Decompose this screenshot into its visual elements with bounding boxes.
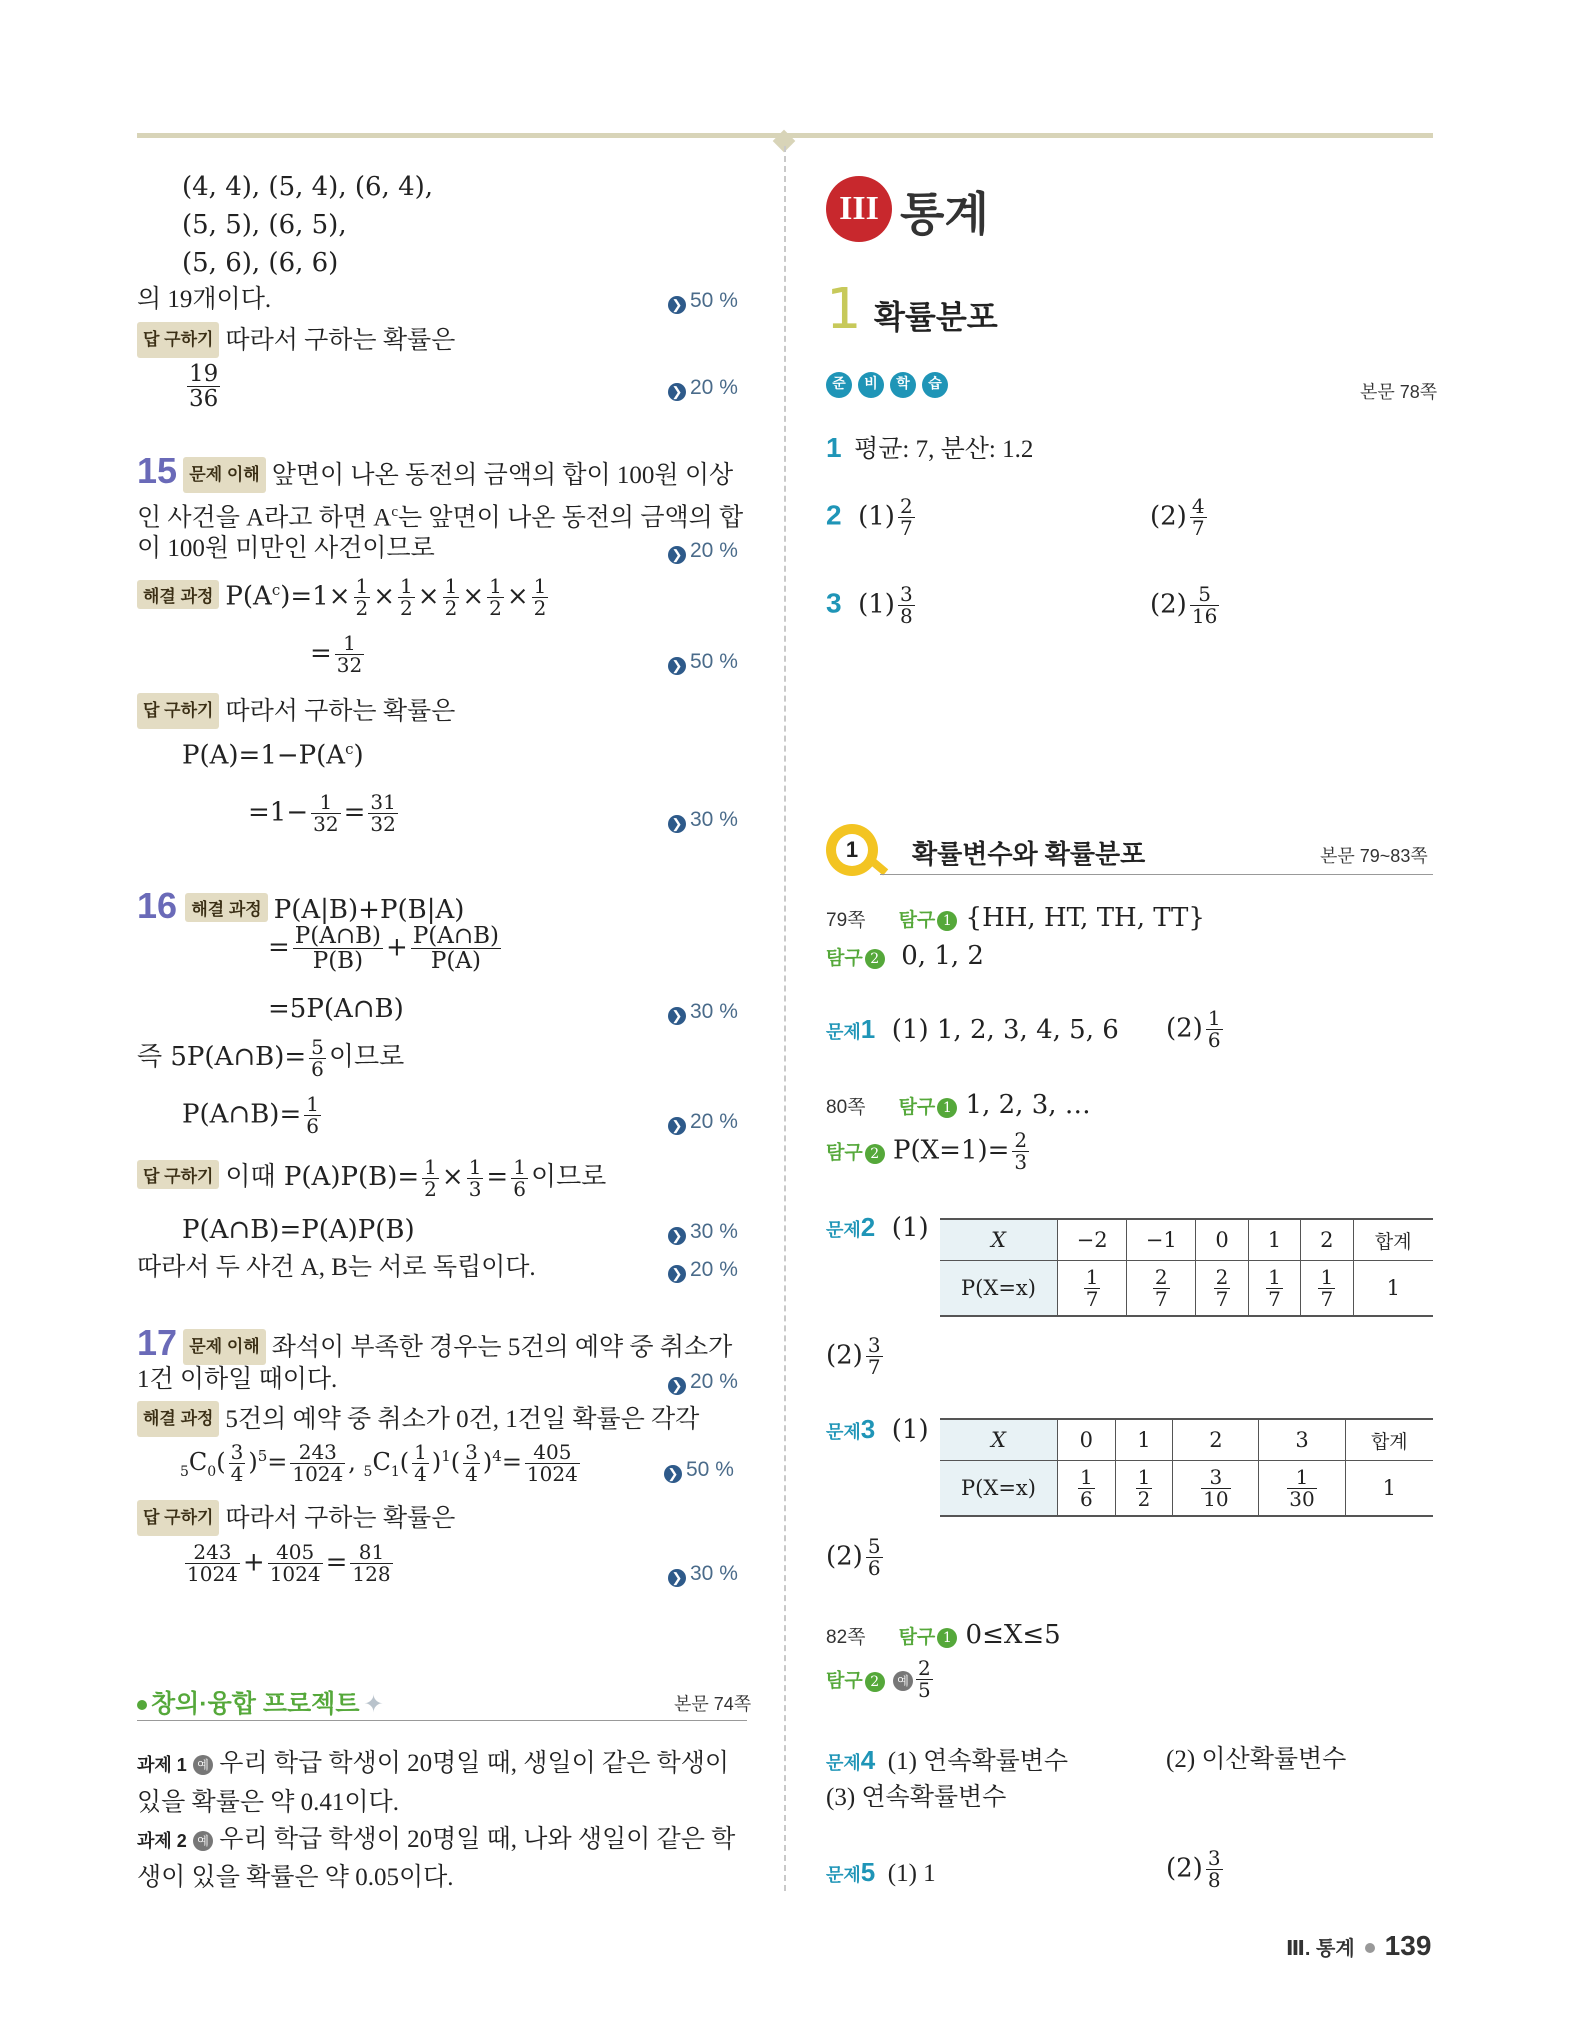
answer-label: 답 구하기 — [137, 322, 219, 358]
page82-explore-1: 82쪽 탐구 1 0≤X≤5 — [826, 1620, 1061, 1650]
problem-16-eq-6: 답 구하기 이때 P(A)P(B)= $\frac{1}{2}$ × $\frac{1}{3}$ = $\frac{1}{6}$ 이므로 — [137, 1156, 606, 1200]
arrow-icon: ❯ — [668, 1377, 686, 1395]
problem-4-answer-c: (3) 연속확률변수 — [826, 1784, 1007, 1811]
percent-12: ❯ 30 % — [668, 1562, 738, 1587]
task-2-line-1: 과제 2 예 우리 학급 학생이 20명일 때, 나와 생일이 같은 학 — [137, 1826, 736, 1853]
prep-badge: 학 — [890, 372, 916, 398]
column-divider — [784, 146, 786, 1891]
page80-explore-2: 탐구 2 P(X=1)= $\frac{2}{3}$ — [826, 1128, 1028, 1174]
pairs-line-3: (5, 6), (6, 6) — [182, 248, 339, 278]
table-cell: $\frac{1}{7}$ — [1301, 1261, 1353, 1317]
arrow-icon: ❯ — [668, 296, 686, 314]
percent-2: ❯ 20 % — [668, 376, 738, 401]
problem-16-eq-7: P(A∩B)=P(A)P(B) — [182, 1215, 415, 1245]
page-number: 139 — [1384, 1930, 1432, 1961]
table-cell: $\frac{1}{6}$ — [1058, 1461, 1116, 1517]
page82-explore-2: 탐구 2 예 $\frac{2}{5}$ — [826, 1656, 931, 1702]
page79-explore-2: 탐구 2 0, 1, 2 — [826, 941, 984, 971]
table-cell: $\frac{1}{7}$ — [1248, 1261, 1300, 1317]
table-header-sum: 합계 — [1353, 1219, 1433, 1261]
problem-4-answer-a: 문제4 (1) 연속확률변수 — [826, 1745, 1069, 1775]
problem-2-answer-b: (2) $\frac{3}{7}$ — [826, 1333, 881, 1379]
prep-badge: 준 — [826, 372, 852, 398]
section-title: 확률분포 — [874, 299, 998, 335]
problem-5-answer-b: (2) $\frac{3}{8}$ — [1166, 1846, 1221, 1892]
table-header-x: X — [940, 1219, 1058, 1261]
prep-badges — [826, 372, 954, 398]
problem-15-eq-3: $P(A)=1-P(A^c)$ — [182, 740, 364, 771]
table-cell: $\frac{2}{7}$ — [1196, 1261, 1248, 1317]
pairs-line-2: (5, 5), (6, 5), — [182, 210, 347, 240]
subsection-title: 확률변수와 확률분포 — [912, 839, 1146, 869]
page79-explore-1: 79쪽 탐구 1 {HH, HT, TH, TT} — [826, 903, 1205, 933]
arrow-icon: ❯ — [668, 1227, 686, 1245]
prep-page-ref: 본문 78쪽 — [1360, 382, 1438, 402]
table-cell: $\frac{2}{7}$ — [1127, 1261, 1196, 1317]
puzzle-icon: ✦ — [363, 1692, 384, 1718]
problem-2-label: 문제2 (1) — [826, 1212, 929, 1243]
prep-answer-3b: (2) $\frac{5}{16}$ — [1150, 582, 1218, 628]
prep-badge: 비 — [858, 372, 884, 398]
table-cell: 1 — [1248, 1219, 1300, 1261]
problem-16-eq-4: 즉 5P(A∩B)= $\frac{5}{6}$ 이므로 — [137, 1034, 405, 1081]
arrow-icon: ❯ — [668, 1569, 686, 1587]
problem-16-eq-5: P(A∩B)= $\frac{1}{6}$ — [182, 1092, 319, 1138]
problem-16-conclusion: 따라서 두 사건 A, B는 서로 독립이다. — [137, 1254, 536, 1281]
problem-1-answer-a: 문제1 (1) 1, 2, 3, 4, 5, 6 — [826, 1014, 1119, 1045]
page-footer: Ⅲ. 통계 139 — [1286, 1930, 1432, 1961]
project-header: 창의·융합 프로젝트 ✦ — [137, 1684, 384, 1720]
percent-6: ❯ 30 % — [668, 1000, 738, 1025]
problem-17-line-2: 1건 이하일 때이다. — [137, 1366, 338, 1393]
table-cell: 2 — [1301, 1219, 1353, 1261]
problem-15-eq-4: =1− $\frac{1}{32}$ = $\frac{31}{32}$ — [248, 790, 396, 836]
probability-table-2 — [940, 1418, 1433, 1517]
chapter-badge: III — [826, 176, 892, 242]
percent-4: ❯ 50 % — [668, 650, 738, 675]
example-icon: 예 — [893, 1671, 913, 1691]
problem-17-eq-2: $\frac{243}{1024}$ + $\frac{405}{1024}$ = $\frac{81}{128}$ — [187, 1540, 391, 1586]
arrow-icon: ❯ — [668, 1007, 686, 1025]
problem-3-label: 문제3 (1) — [826, 1414, 929, 1445]
arrow-icon: ❯ — [664, 1465, 682, 1483]
subsection-badge: 1 — [826, 824, 878, 876]
table-header-p: P(X=x) — [940, 1461, 1058, 1517]
table-cell: 0 — [1058, 1419, 1116, 1461]
arrow-icon: ❯ — [668, 815, 686, 833]
page80-explore-1: 80쪽 탐구 1 1, 2, 3, … — [826, 1090, 1091, 1120]
table-header-sum: 합계 — [1345, 1419, 1433, 1461]
leaf-bullet-icon — [137, 1700, 147, 1710]
problem-17-line-3: 해결 과정 5건의 예약 중 취소가 0건, 1건일 확률은 각각 — [137, 1401, 699, 1437]
percent-11: ❯ 50 % — [664, 1458, 734, 1483]
answer-line-14: 답 구하기 따라서 구하는 확률은 — [137, 322, 455, 358]
problem-5-answer-a: 문제5 (1) 1 — [826, 1857, 936, 1887]
problem-16-eq-1: 16 해결 과정 P(A|B)+P(B|A) — [137, 885, 465, 926]
table-cell: 1 — [1345, 1461, 1433, 1517]
table-header-p: P(X=x) — [940, 1261, 1058, 1317]
percent-7: ❯ 20 % — [668, 1110, 738, 1135]
arrow-icon: ❯ — [668, 546, 686, 564]
chapter-title: 통계 — [900, 188, 989, 240]
answer-line-17: 답 구하기 따라서 구하는 확률은 — [137, 1500, 455, 1536]
table-cell: 3 — [1259, 1419, 1345, 1461]
example-icon: 예 — [193, 1831, 213, 1851]
table-cell: $\frac{1}{2}$ — [1115, 1461, 1173, 1517]
problem-15-eq-2: = $\frac{1}{32}$ — [310, 631, 363, 677]
answer-line-15: 답 구하기 따라서 구하는 확률은 — [137, 693, 455, 729]
subsection-rule — [880, 874, 1433, 875]
example-icon: 예 — [193, 1755, 213, 1775]
project-page-ref: 본문 74쪽 — [674, 1694, 752, 1714]
prep-answer-3a: 3 (1) $\frac{3}{8}$ — [826, 582, 913, 628]
subsection-page-ref: 본문 79~83쪽 — [1320, 846, 1428, 866]
bullet-icon — [1365, 1943, 1375, 1953]
fraction-19-36: $\frac{19}{36}$ — [189, 361, 219, 413]
table-cell: 2 — [1173, 1419, 1259, 1461]
table-cell: $\frac{1}{7}$ — [1058, 1261, 1127, 1317]
problem-15-eq-1: 해결 과정 $P(A^c)=1\times$ $\frac{1}{2}$ × $\frac{1}{2}$ × $\frac{1}{2}$ × $\frac{1}{2}$ × $\frac{1}{2}$ — [137, 576, 551, 619]
percent-1: ❯ 50 % — [668, 289, 738, 314]
percent-9: ❯ 20 % — [668, 1258, 738, 1283]
arrow-icon: ❯ — [668, 1265, 686, 1283]
problem-1-answer-b: (2) $\frac{1}{6}$ — [1166, 1006, 1221, 1052]
table-header-x: X — [940, 1419, 1058, 1461]
problem-15-line-1: 15 문제 이해 앞면이 나온 동전의 금액의 합이 100원 이상 — [137, 450, 734, 491]
prep-answer-2a: 2 (1) $\frac{2}{7}$ — [826, 494, 913, 540]
problem-3-answer-b: (2) $\frac{5}{6}$ — [826, 1534, 881, 1580]
task-1-line-2: 있을 확률은 약 0.41이다. — [137, 1789, 399, 1816]
task-2-line-2: 생이 있을 확률은 약 0.05이다. — [137, 1864, 454, 1891]
table-cell: $\frac{3}{10}$ — [1173, 1461, 1259, 1517]
problem-17-line-1: 17 문제 이해 좌석이 부족한 경우는 5건의 예약 중 취소가 — [137, 1322, 733, 1363]
problem-16-eq-3: =5P(A∩B) — [268, 994, 404, 1024]
pairs-line-1: (4, 4), (5, 4), (6, 4), — [182, 172, 434, 202]
prep-answer-2b: (2) $\frac{4}{7}$ — [1150, 494, 1205, 540]
problem-15-line-3: 이 100원 미만인 사건이므로 — [137, 535, 435, 562]
percent-8: ❯ 30 % — [668, 1220, 738, 1245]
table-cell: −1 — [1127, 1219, 1196, 1261]
table-cell: $\frac{1}{30}$ — [1259, 1461, 1345, 1517]
table-cell: 1 — [1115, 1419, 1173, 1461]
prep-badge: 습 — [922, 372, 948, 398]
percent-3: ❯ 20 % — [668, 539, 738, 564]
problem-16-eq-2: = $\frac{P(A\cap B)}{P(B)}$ + $\frac{P(A\cap B)}{P(A)}$ — [268, 923, 500, 975]
arrow-icon: ❯ — [668, 1117, 686, 1135]
task-1-line-1: 과제 1 예 우리 학급 학생이 20명일 때, 생일이 같은 학생이 — [137, 1750, 729, 1777]
prep-answer-1: 1 평균: 7, 분산: 1.2 — [826, 432, 1034, 463]
percent-5: ❯ 30 % — [668, 808, 738, 833]
table-cell: 1 — [1353, 1261, 1433, 1317]
project-rule — [137, 1720, 747, 1721]
table-cell: 0 — [1196, 1219, 1248, 1261]
section-number: 1 — [826, 277, 862, 342]
table-cell: −2 — [1058, 1219, 1127, 1261]
problem-15-line-2: 인 사건을 A라고 하면 $A^c$는 앞면이 나온 동전의 금액의 합 — [137, 504, 744, 532]
percent-10: ❯ 20 % — [668, 1370, 738, 1395]
problem-17-eq-1: $_5C_0$( $\frac{3}{4}$ )$^5$= $\frac{243}{1024}$ , $_5C_1$( $\frac{1}{4}$ )$^1$( $\frac{3}{4}$ )$^4$= $\frac{405}{1024}$ — [180, 1440, 578, 1486]
problem-4-answer-b: (2) 이산확률변수 — [1166, 1746, 1347, 1773]
count-line: 의 19개이다. — [137, 286, 272, 313]
arrow-icon: ❯ — [668, 657, 686, 675]
arrow-icon: ❯ — [668, 383, 686, 401]
probability-table-1 — [940, 1218, 1433, 1317]
